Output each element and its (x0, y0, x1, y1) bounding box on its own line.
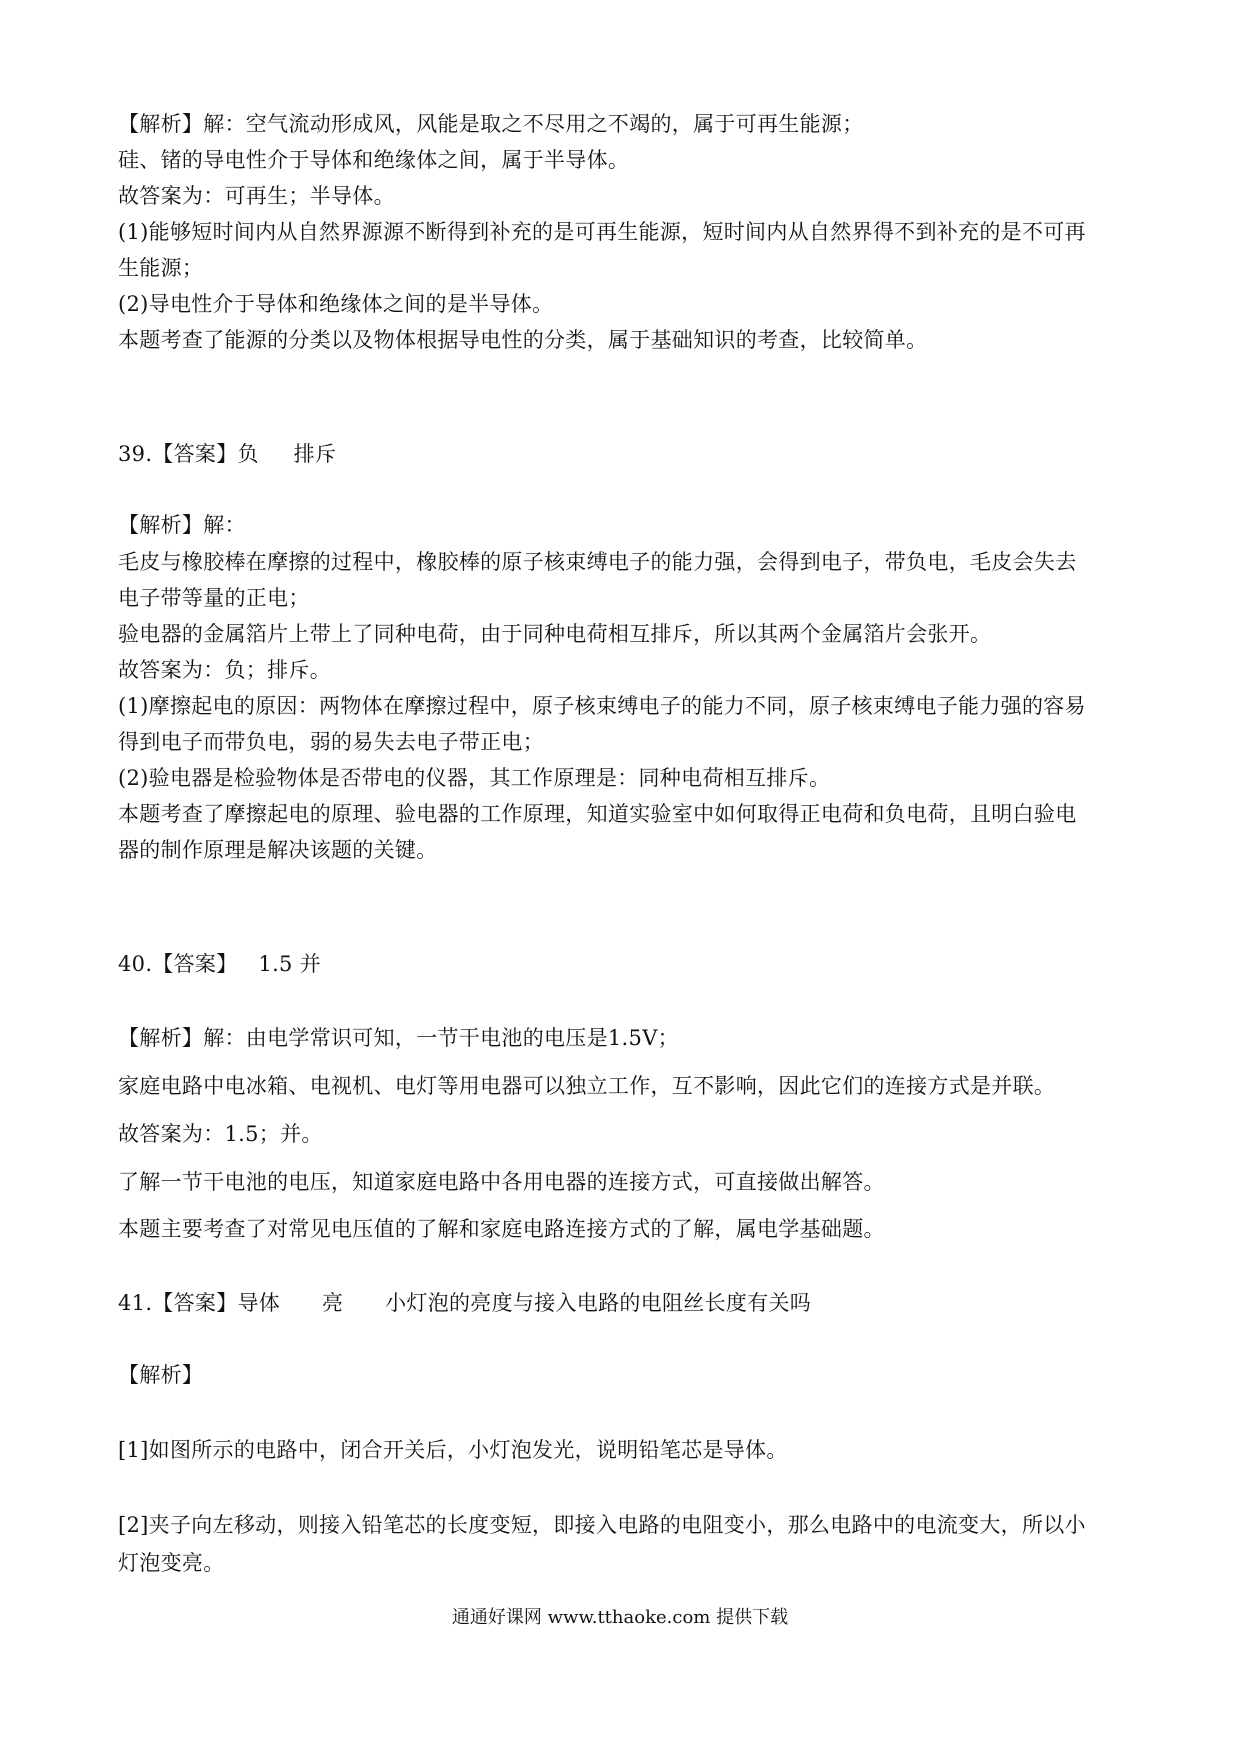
q39-analysis-line-6: (1)摩擦起电的原因：两物体在摩擦过程中，原子核束缚电子的能力不同，原子核束缚电子能力强的容易 (118, 694, 1086, 718)
q41-analysis-line-1: [1]如图所示的电路中，闭合开关后，小灯泡发光，说明铅笔芯是导体。 (118, 1438, 788, 1462)
q39-answer: 39.【答案】负 排斥 (118, 442, 337, 466)
q39-analysis-line-7: 得到电子而带负电，弱的易失去电子带正电； (118, 730, 544, 754)
q41-analysis-line-2: [2]夹子向左移动，则接入铅笔芯的长度变短，即接入电路的电阻变小，那么电路中的电流变大，所以小 (118, 1513, 1086, 1537)
q41-analysis-title: 【解析】 (118, 1363, 204, 1387)
q38-analysis-line-4: (1)能够短时间内从自然界源源不断得到补充的是可再生能源，短时间内从自然界得不到补充的是不可再 (118, 220, 1086, 244)
q38-analysis-line-7: 本题考查了能源的分类以及物体根据导电性的分类，属于基础知识的考查，比较简单。 (118, 328, 928, 352)
q39-analysis-line-1: 【解析】解： (118, 513, 246, 537)
q40-analysis-line-3: 故答案为：1.5；并。 (118, 1122, 323, 1146)
q39-analysis-line-8: (2)验电器是检验物体是否带电的仪器，其工作原理是：同种电荷相互排斥。 (118, 766, 831, 790)
q41-analysis-line-3: 灯泡变亮。 (118, 1551, 225, 1575)
q41-answer: 41.【答案】导体 亮 小灯泡的亮度与接入电路的电阻丝长度有关吗 (118, 1291, 812, 1315)
q38-analysis-line-2: 硅、锗的导电性介于导体和绝缘体之间，属于半导体。 (118, 148, 630, 172)
q40-analysis-line-1: 【解析】解：由电学常识可知，一节干电池的电压是1.5V； (118, 1026, 679, 1050)
q39-analysis-line-10: 器的制作原理是解决该题的关键。 (118, 838, 438, 862)
q40-answer: 40.【答案】 1.5 并 (118, 952, 321, 976)
q39-analysis-line-2: 毛皮与橡胶棒在摩擦的过程中，橡胶棒的原子核束缚电子的能力强，会得到电子，带负电，毛皮会失去 (118, 550, 1077, 574)
q38-analysis-line-6: (2)导电性介于导体和绝缘体之间的是半导体。 (118, 292, 554, 316)
q39-analysis-line-5: 故答案为：负；排斥。 (118, 658, 331, 682)
q38-analysis-line-3: 故答案为：可再生；半导体。 (118, 184, 395, 208)
q40-analysis-line-2: 家庭电路中电冰箱、电视机、电灯等用电器可以独立工作，互不影响，因此它们的连接方式是并联。 (118, 1074, 1056, 1098)
q38-analysis-line-1: 【解析】解：空气流动形成风，风能是取之不尽用之不竭的，属于可再生能源； (118, 112, 864, 136)
q38-analysis-line-5: 生能源； (118, 256, 204, 280)
q39-analysis-line-9: 本题考查了摩擦起电的原理、验电器的工作原理，知道实验室中如何取得正电荷和负电荷，且明白验电 (118, 802, 1077, 826)
page-footer: 通通好课网 www.tthaoke.com 提供下载 (451, 1607, 789, 1628)
q40-analysis-line-4: 了解一节干电池的电压，知道家庭电路中各用电器的连接方式，可直接做出解答。 (118, 1170, 885, 1194)
q40-analysis-line-5: 本题主要考查了对常见电压值的了解和家庭电路连接方式的了解，属电学基础题。 (118, 1217, 885, 1241)
q39-analysis-line-4: 验电器的金属箔片上带上了同种电荷，由于同种电荷相互排斥，所以其两个金属箔片会张开。 (118, 622, 992, 646)
q39-analysis-line-3: 电子带等量的正电； (118, 586, 310, 610)
